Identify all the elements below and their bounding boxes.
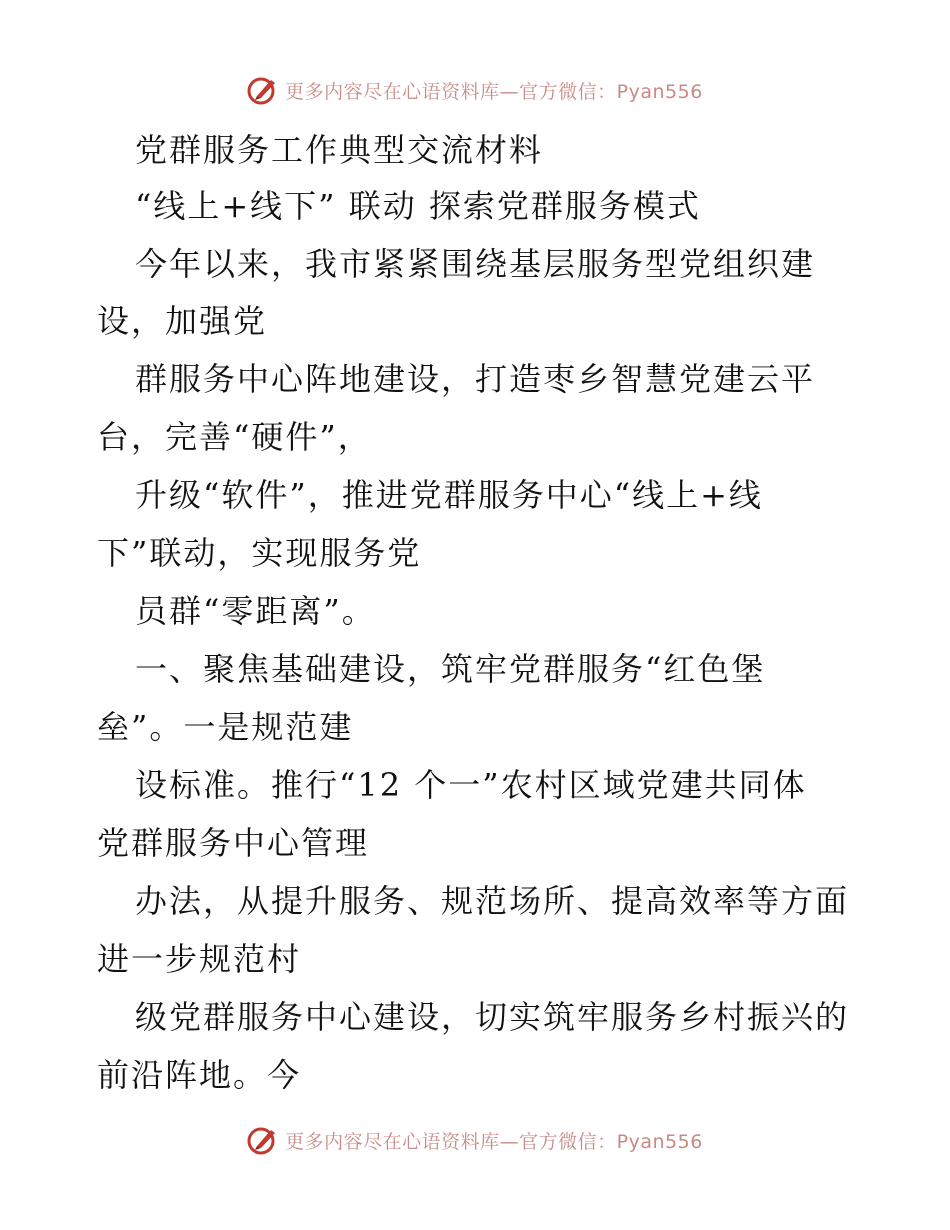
paragraph-line: 前沿阵地。今	[97, 1056, 302, 1094]
paragraph-line: 级党群服务中心建设，切实筑牢服务乡村振兴的	[135, 998, 850, 1036]
paragraph-line: 下”联动，实现服务党	[97, 534, 422, 572]
paragraph-line: 垒”。一是规范建	[97, 708, 354, 746]
paragraph-line: 今年以来，我市紧紧围绕基层服务型党组织建	[135, 245, 816, 283]
paragraph-line: 升级“软件”，推进党群服务中心“线上+线	[135, 476, 763, 514]
watermark-text: 更多内容尽在心语资料库—官方微信：Pyan556	[285, 80, 703, 103]
watermark-header	[0, 70, 950, 110]
paragraph-line: 员群“零距离”。	[135, 592, 376, 630]
paragraph-line: 设标准。推行“12 个一”农村区域党建共同体	[135, 766, 807, 804]
paragraph-line: 台，完善“硬件”，	[97, 418, 372, 456]
section-heading-line: 一、聚焦基础建设，筑牢党群服务“红色堡	[135, 650, 766, 688]
paragraph-line: 设，加强党	[97, 302, 268, 340]
pen-nib-logo-icon	[247, 74, 279, 106]
watermark-text: 更多内容尽在心语资料库—官方微信：Pyan556	[285, 1130, 703, 1153]
pen-nib-logo-icon	[247, 1124, 279, 1156]
paragraph-line: 党群服务中心管理	[97, 824, 370, 862]
watermark-footer	[0, 1120, 950, 1160]
doc-subtitle: “线上+线下” 联动 探索党群服务模式	[135, 187, 701, 225]
paragraph-line: 办法，从提升服务、规范场所、提高效率等方面	[135, 882, 850, 920]
doc-title: 党群服务工作典型交流材料	[135, 131, 544, 169]
paragraph-line: 进一步规范村	[97, 940, 302, 978]
paragraph-line: 群服务中心阵地建设，打造枣乡智慧党建云平	[135, 360, 816, 398]
